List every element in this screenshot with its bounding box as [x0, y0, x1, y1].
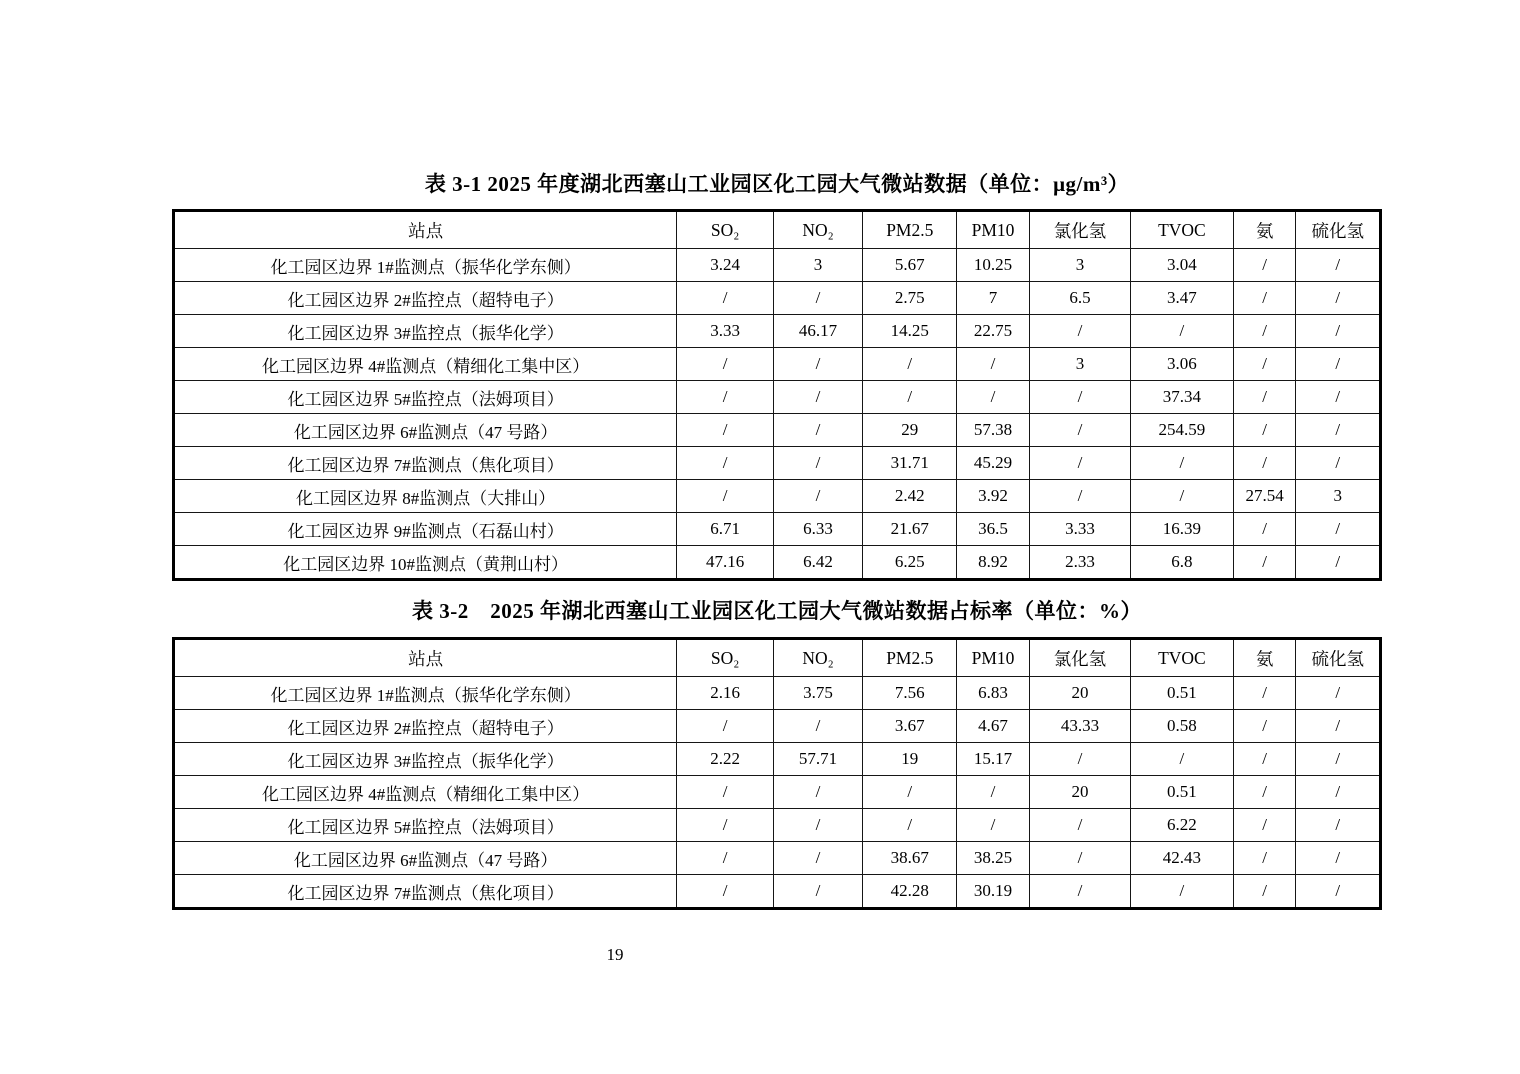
table-3-2	[172, 637, 1382, 910]
value-cell: /	[677, 842, 774, 875]
value-cell: 6.25	[863, 546, 957, 580]
document-page	[172, 168, 1382, 910]
column-header: TVOC	[1131, 639, 1234, 677]
value-cell: 0.51	[1131, 776, 1234, 809]
station-name: 化工园区边界 3#监控点（振华化学）	[174, 743, 677, 776]
value-cell: 57.38	[957, 414, 1029, 447]
value-cell: 45.29	[957, 447, 1029, 480]
station-name: 化工园区边界 6#监测点（47 号路）	[174, 842, 677, 875]
value-cell: /	[863, 776, 957, 809]
value-cell: /	[773, 842, 862, 875]
value-cell: /	[773, 875, 862, 909]
column-header: PM2.5	[863, 639, 957, 677]
column-header: TVOC	[1131, 211, 1234, 249]
value-cell: 3	[1029, 348, 1130, 381]
value-cell: /	[863, 381, 957, 414]
value-cell: /	[1296, 776, 1381, 809]
value-cell: 3.67	[863, 710, 957, 743]
value-cell: 21.67	[863, 513, 957, 546]
value-cell: /	[1233, 743, 1296, 776]
value-cell: 22.75	[957, 315, 1029, 348]
table-row	[174, 842, 1381, 875]
value-cell: /	[677, 875, 774, 909]
value-cell: 29	[863, 414, 957, 447]
value-cell: 6.5	[1029, 282, 1130, 315]
value-cell: /	[1029, 480, 1130, 513]
value-cell: 16.39	[1131, 513, 1234, 546]
value-cell: /	[773, 776, 862, 809]
value-cell: /	[1233, 348, 1296, 381]
table-row	[174, 447, 1381, 480]
value-cell: /	[1233, 381, 1296, 414]
value-cell: /	[1233, 282, 1296, 315]
station-name: 化工园区边界 2#监控点（超特电子）	[174, 710, 677, 743]
value-cell: 3.92	[957, 480, 1029, 513]
value-cell: /	[957, 381, 1029, 414]
station-name: 化工园区边界 7#监测点（焦化项目）	[174, 447, 677, 480]
value-cell: 20	[1029, 677, 1130, 710]
value-cell: 3.75	[773, 677, 862, 710]
station-name: 化工园区边界 2#监控点（超特电子）	[174, 282, 677, 315]
column-header: 氨	[1233, 211, 1296, 249]
value-cell: /	[1233, 776, 1296, 809]
column-header: 氨	[1233, 639, 1296, 677]
value-cell: /	[677, 809, 774, 842]
value-cell: /	[957, 348, 1029, 381]
value-cell: 20	[1029, 776, 1130, 809]
station-name: 化工园区边界 3#监控点（振华化学）	[174, 315, 677, 348]
value-cell: 3	[1029, 249, 1130, 282]
value-cell: /	[1131, 743, 1234, 776]
value-cell: 6.8	[1131, 546, 1234, 580]
value-cell: 6.83	[957, 677, 1029, 710]
value-cell: /	[1296, 677, 1381, 710]
station-name: 化工园区边界 5#监控点（法姆项目）	[174, 809, 677, 842]
value-cell: 14.25	[863, 315, 957, 348]
station-name: 化工园区边界 4#监测点（精细化工集中区）	[174, 776, 677, 809]
value-cell: 6.33	[773, 513, 862, 546]
station-name: 化工园区边界 8#监测点（大排山）	[174, 480, 677, 513]
value-cell: 57.71	[773, 743, 862, 776]
value-cell: /	[957, 776, 1029, 809]
value-cell: /	[677, 480, 774, 513]
value-cell: /	[1131, 480, 1234, 513]
value-cell: 5.67	[863, 249, 957, 282]
value-cell: /	[1296, 743, 1381, 776]
column-header: SO₂	[677, 639, 774, 677]
value-cell: 254.59	[1131, 414, 1234, 447]
table-row	[174, 809, 1381, 842]
value-cell: 7.56	[863, 677, 957, 710]
value-cell: 47.16	[677, 546, 774, 580]
table-3-1	[172, 209, 1382, 581]
value-cell: 19	[863, 743, 957, 776]
value-cell: /	[1233, 875, 1296, 909]
table-row	[174, 249, 1381, 282]
column-header: SO₂	[677, 211, 774, 249]
station-name: 化工园区边界 7#监测点（焦化项目）	[174, 875, 677, 909]
value-cell: /	[773, 480, 862, 513]
value-cell: 38.25	[957, 842, 1029, 875]
value-cell: /	[677, 776, 774, 809]
value-cell: /	[773, 381, 862, 414]
value-cell: /	[1296, 546, 1381, 580]
value-cell: /	[863, 809, 957, 842]
value-cell: /	[1233, 546, 1296, 580]
column-header: NO₂	[773, 639, 862, 677]
table-row	[174, 546, 1381, 580]
value-cell: /	[1233, 249, 1296, 282]
value-cell: /	[1029, 743, 1130, 776]
value-cell: 42.28	[863, 875, 957, 909]
value-cell: 0.51	[1131, 677, 1234, 710]
table-3-1-title: 表 3-1 2025 年度湖北西塞山工业园区化工园大气微站数据（单位：μg/m³）	[424, 172, 1130, 196]
table-row	[174, 776, 1381, 809]
value-cell: /	[773, 414, 862, 447]
table-3-2-header	[174, 639, 1381, 677]
table-row	[174, 480, 1381, 513]
value-cell: 0.58	[1131, 710, 1234, 743]
station-name: 化工园区边界 6#监测点（47 号路）	[174, 414, 677, 447]
value-cell: /	[1029, 809, 1130, 842]
column-header: 站点	[174, 639, 677, 677]
table-3-1-body	[174, 249, 1381, 580]
station-name: 化工园区边界 4#监测点（精细化工集中区）	[174, 348, 677, 381]
value-cell: 2.16	[677, 677, 774, 710]
value-cell: /	[1296, 842, 1381, 875]
station-name: 化工园区边界 9#监测点（石磊山村）	[174, 513, 677, 546]
value-cell: /	[1029, 842, 1130, 875]
station-name: 化工园区边界 5#监控点（法姆项目）	[174, 381, 677, 414]
station-name: 化工园区边界 10#监测点（黄荆山村）	[174, 546, 677, 580]
value-cell: /	[1296, 809, 1381, 842]
station-name: 化工园区边界 1#监测点（振华化学东侧）	[174, 249, 677, 282]
header-row	[174, 211, 1381, 249]
value-cell: 3.47	[1131, 282, 1234, 315]
value-cell: 3	[1296, 480, 1381, 513]
table-row	[174, 677, 1381, 710]
table-row	[174, 414, 1381, 447]
column-header: PM10	[957, 211, 1029, 249]
value-cell: /	[1233, 710, 1296, 743]
table-row	[174, 282, 1381, 315]
table-row	[174, 381, 1381, 414]
value-cell: 2.75	[863, 282, 957, 315]
value-cell: 36.5	[957, 513, 1029, 546]
value-cell: /	[863, 348, 957, 381]
column-header: 硫化氢	[1296, 639, 1381, 677]
value-cell: /	[1296, 282, 1381, 315]
value-cell: 3.06	[1131, 348, 1234, 381]
table-row	[174, 743, 1381, 776]
value-cell: /	[677, 447, 774, 480]
value-cell: 43.33	[1029, 710, 1130, 743]
value-cell: /	[773, 348, 862, 381]
value-cell: /	[1233, 447, 1296, 480]
value-cell: /	[1131, 447, 1234, 480]
value-cell: 3.04	[1131, 249, 1234, 282]
value-cell: 6.42	[773, 546, 862, 580]
value-cell: 2.22	[677, 743, 774, 776]
column-header: 站点	[174, 211, 677, 249]
value-cell: /	[1296, 447, 1381, 480]
value-cell: /	[677, 348, 774, 381]
value-cell: /	[957, 809, 1029, 842]
value-cell: /	[1029, 447, 1130, 480]
value-cell: 27.54	[1233, 480, 1296, 513]
value-cell: /	[1131, 315, 1234, 348]
value-cell: 3.33	[1029, 513, 1130, 546]
value-cell: /	[1233, 414, 1296, 447]
value-cell: /	[1233, 842, 1296, 875]
value-cell: /	[1296, 513, 1381, 546]
value-cell: 31.71	[863, 447, 957, 480]
value-cell: 3.33	[677, 315, 774, 348]
table-row	[174, 875, 1381, 909]
value-cell: 37.34	[1131, 381, 1234, 414]
value-cell: 3.24	[677, 249, 774, 282]
value-cell: 8.92	[957, 546, 1029, 580]
table-3-1-header	[174, 211, 1381, 249]
value-cell: /	[1296, 249, 1381, 282]
value-cell: 30.19	[957, 875, 1029, 909]
page-number: 19	[606, 945, 624, 964]
value-cell: 38.67	[863, 842, 957, 875]
value-cell: /	[1029, 315, 1130, 348]
value-cell: /	[1233, 315, 1296, 348]
value-cell: /	[1029, 414, 1130, 447]
value-cell: /	[677, 282, 774, 315]
value-cell: /	[1296, 710, 1381, 743]
column-header: PM10	[957, 639, 1029, 677]
station-name: 化工园区边界 1#监测点（振华化学东侧）	[174, 677, 677, 710]
column-header: PM2.5	[863, 211, 957, 249]
value-cell: /	[1296, 414, 1381, 447]
value-cell: /	[677, 710, 774, 743]
value-cell: 2.33	[1029, 546, 1130, 580]
value-cell: 15.17	[957, 743, 1029, 776]
value-cell: 46.17	[773, 315, 862, 348]
table-3-2-body	[174, 677, 1381, 909]
value-cell: /	[773, 809, 862, 842]
value-cell: /	[773, 447, 862, 480]
table-row	[174, 710, 1381, 743]
value-cell: 42.43	[1131, 842, 1234, 875]
value-cell: /	[1296, 875, 1381, 909]
value-cell: /	[1296, 348, 1381, 381]
header-row	[174, 639, 1381, 677]
table-row	[174, 513, 1381, 546]
value-cell: /	[773, 710, 862, 743]
value-cell: /	[1233, 677, 1296, 710]
column-header: 硫化氢	[1296, 211, 1381, 249]
column-header: 氯化氢	[1029, 211, 1130, 249]
table-row	[174, 348, 1381, 381]
value-cell: /	[773, 282, 862, 315]
value-cell: /	[1029, 875, 1130, 909]
value-cell: /	[1029, 381, 1130, 414]
value-cell: /	[1131, 875, 1234, 909]
value-cell: 7	[957, 282, 1029, 315]
value-cell: 4.67	[957, 710, 1029, 743]
column-header: NO₂	[773, 211, 862, 249]
table-row	[174, 315, 1381, 348]
table-3-2-title: 表 3-2 2025 年湖北西塞山工业园区化工园大气微站数据占标率（单位：%）	[412, 599, 1142, 623]
value-cell: 10.25	[957, 249, 1029, 282]
value-cell: /	[1296, 315, 1381, 348]
value-cell: /	[1233, 513, 1296, 546]
value-cell: /	[677, 414, 774, 447]
value-cell: 6.22	[1131, 809, 1234, 842]
value-cell: 3	[773, 249, 862, 282]
value-cell: 2.42	[863, 480, 957, 513]
value-cell: /	[1233, 809, 1296, 842]
value-cell: /	[677, 381, 774, 414]
column-header: 氯化氢	[1029, 639, 1130, 677]
value-cell: 6.71	[677, 513, 774, 546]
value-cell: /	[1296, 381, 1381, 414]
